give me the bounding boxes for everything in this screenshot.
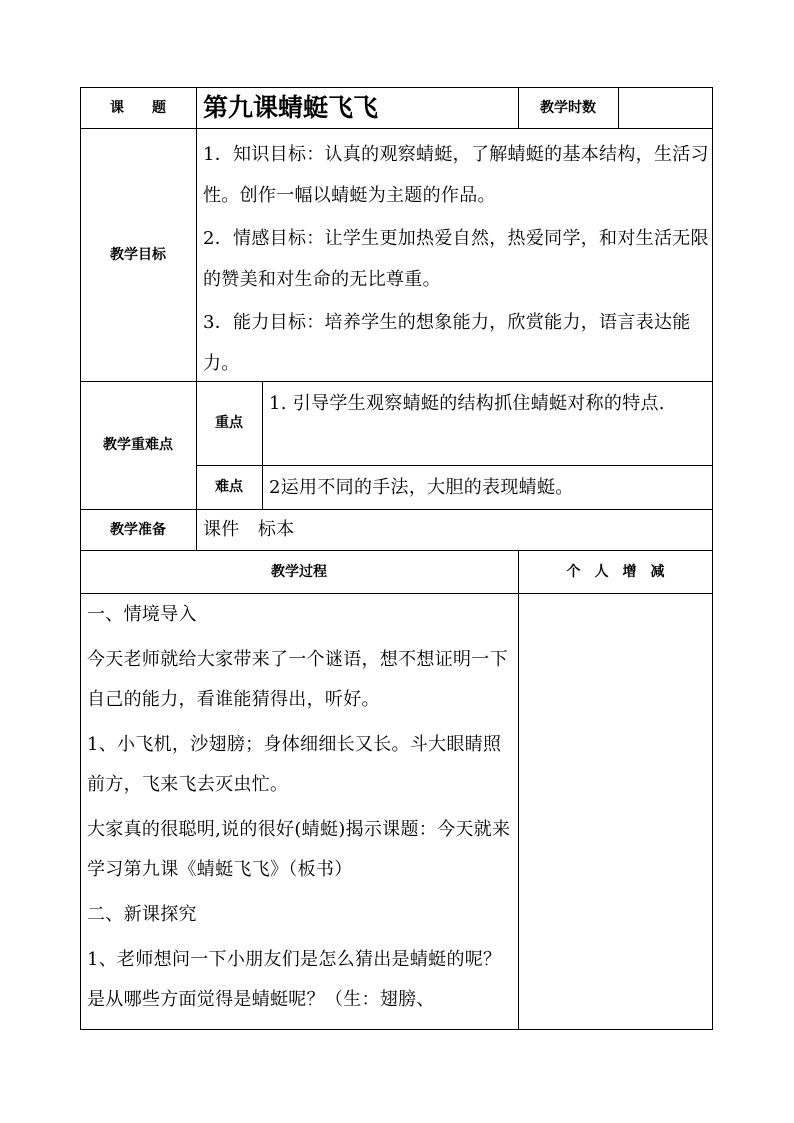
row-divider-focus <box>196 465 713 466</box>
row-divider-process-header <box>80 593 713 594</box>
difficulty-label: 难点 <box>215 479 243 495</box>
objectives-text <box>203 134 709 384</box>
objectives-label: 教学目标 <box>110 247 166 263</box>
preparation-label: 教学准备 <box>110 522 166 538</box>
col-divider-process <box>518 550 519 1030</box>
personal-adjust-label: 个 人 增 减 <box>566 564 665 580</box>
process-paragraph: 1、小飞机，沙翅膀；身体细细长又长。斗大眼睛照前方，飞来飞去灭虫忙。 <box>87 734 502 795</box>
col-divider-sublabel <box>262 381 263 509</box>
focus-text: 1. 引导学生观察蜻蜓的结构抓住蜻蜓对称的特点. <box>269 393 665 414</box>
preparation-text: 课件 标本 <box>203 519 295 540</box>
difficulty-text: 2运用不同的手法，大胆的表现蜻蜓。 <box>269 477 574 498</box>
process-paragraph: 今天老师就给大家带来了一个谜语，想不想证明一下自己的能力，看谁能猜得出，听好。 <box>87 649 508 710</box>
keypoints-label: 教学重难点 <box>103 437 173 453</box>
process-content <box>87 595 512 1020</box>
focus-label: 重点 <box>215 415 243 431</box>
process-paragraph: 1、老师想问一下小朋友们是怎么猜出是蜻蜓的呢？是从哪些方面觉得是蜻蜓呢？（生：翅膀、 <box>87 949 502 1010</box>
process-header-label: 教学过程 <box>271 564 327 580</box>
objective-item: 1．知识目标：认真的观察蜻蜓，了解蜻蜓的基本结构，生活习性。创作一幅以蜻蜓为主题的作品。 <box>203 144 709 206</box>
col-divider-hours-value <box>618 87 619 128</box>
hours-label: 教学时数 <box>540 100 596 116</box>
topic-label: 课 题 <box>110 100 166 116</box>
lesson-title: 第九课蜻蜓飞飞 <box>203 93 379 122</box>
process-paragraph: 大家真的很聪明,说的很好(蜻蜓)揭示课题：今天就来学习第九课《蜻蜓飞飞》（板书） <box>87 819 511 880</box>
objective-item: 3．能力目标：培养学生的想象能力，欣赏能力，语言表达能力。 <box>203 312 691 374</box>
row-divider-title <box>80 128 713 129</box>
row-divider-prep <box>80 550 713 551</box>
objective-item: 2．情感目标：让学生更加热爱自然，热爱同学，和对生活无限的赞美和对生命的无比尊重。 <box>203 228 709 290</box>
process-paragraph: 二、新课探究 <box>87 904 197 925</box>
process-paragraph: 一、情境导入 <box>87 604 197 625</box>
